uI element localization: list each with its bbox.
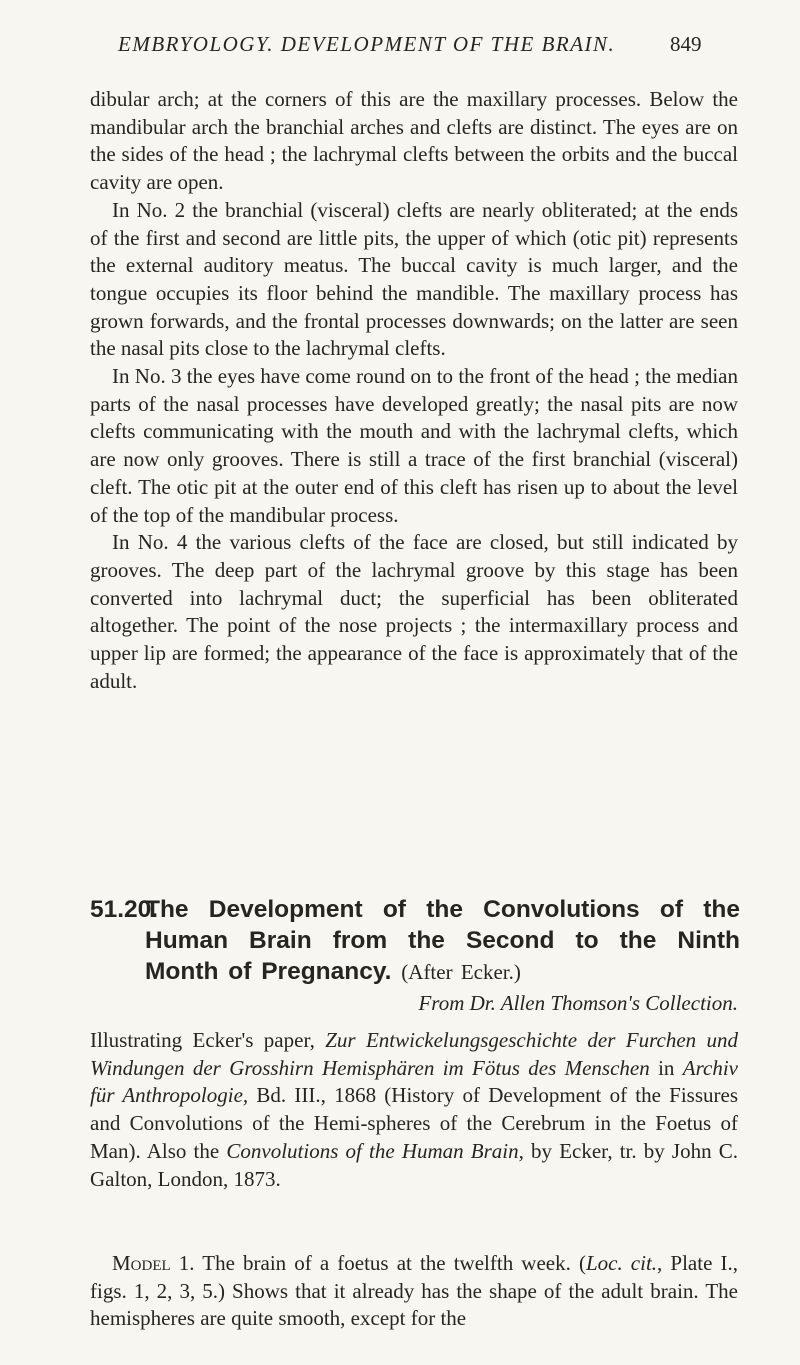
illustrating-lead: Illustrating Ecker's paper, xyxy=(90,1028,315,1052)
in-word: in xyxy=(658,1055,675,1080)
section-title: The Development of the Convolutions of the Human Brain from the Second to the Ninth Month of Pregnancy. xyxy=(145,896,740,985)
paragraph-1: dibular arch; at the corners of this are the maxillary processes. Below the mandibular arch the branchial arches and clefts are distinct. The eyes are on the sides of the head ; the lachrymal clefts between the orbits and the buccal cavity are open. xyxy=(90,87,738,195)
illustrating-paragraph xyxy=(90,1027,738,1193)
section-heading xyxy=(90,894,740,988)
book-title: Convolutions of the Human Brain, xyxy=(226,1138,524,1163)
section-title-block xyxy=(90,894,740,988)
section-number: 51.20. xyxy=(90,896,159,923)
model-label: Model 1. xyxy=(112,1251,195,1275)
model-1-paragraph xyxy=(90,1250,738,1333)
collection-source: From Dr. Allen Thomson's Collection. xyxy=(418,991,738,1015)
paper-title: Zur Entwickelungsgeschichte der Furchen und Windungen der Grosshirn Hemisphären im Fötus des Menschen xyxy=(90,1028,739,1080)
journal-title: Archiv für Anthropologie, xyxy=(90,1055,738,1108)
model-text-1: The brain of a foetus at the twelfth week. ( xyxy=(202,1251,586,1275)
paragraph-3: In No. 3 the eyes have come round on to the front of the head ; the median parts of the nasal processes have developed greatly; the nasal pits are now clefts communicating with the mouth and with the lachrymal clefts, which are now only grooves. There is still a trace of the first branchial (visceral) cleft. The otic pit at the outer end of this cleft has risen up to about the level of the top of the mandibular process. xyxy=(90,364,738,527)
paragraph-2: In No. 2 the branchial (visceral) clefts are nearly obliterated; at the ends of the first and second are little pits, the upper of which (otic pit) represents the external auditory meatus. The buccal cavity is much larger, and the tongue occupies its floor behind the mandible. The maxillary process has grown forwards, and the frontal processes downwards; on the latter are seen the nasal pits close to the lachrymal clefts. xyxy=(90,197,738,361)
section-attribution: (After Ecker.) xyxy=(401,960,521,984)
model-text-2: Plate I., figs. 1, 2, 3, 5.) Shows that it already has the shape of the adult brain. The hemispheres are quite smooth, except for the xyxy=(90,1251,738,1331)
running-title: EMBRYOLOGY. DEVELOPMENT OF THE BRAIN. xyxy=(118,32,616,56)
page-number: 849 xyxy=(670,32,702,56)
loc-cit: Loc. cit., xyxy=(585,1251,663,1275)
body-text xyxy=(90,86,738,695)
journal-reference: Bd. III., 1868 (History of Development of the Fissures and Convolutions of the Hemi-spheres of the Cerebrum in the Foetus of Man). Also the xyxy=(90,1083,739,1163)
book-reference: by Ecker, tr. by John C. Galton, London, 1873. xyxy=(90,1138,739,1191)
running-header xyxy=(118,32,718,57)
paragraph-4: In No. 4 the various clefts of the face are closed, but still indicated by grooves. The deep part of the lachrymal groove by this stage has been converted into lachrymal duct; the superficial has been obliterated altogether. The point of the nose projects ; the intermaxillary process and upper lip are formed; the appearance of the face is approximately that of the adult. xyxy=(90,530,738,693)
